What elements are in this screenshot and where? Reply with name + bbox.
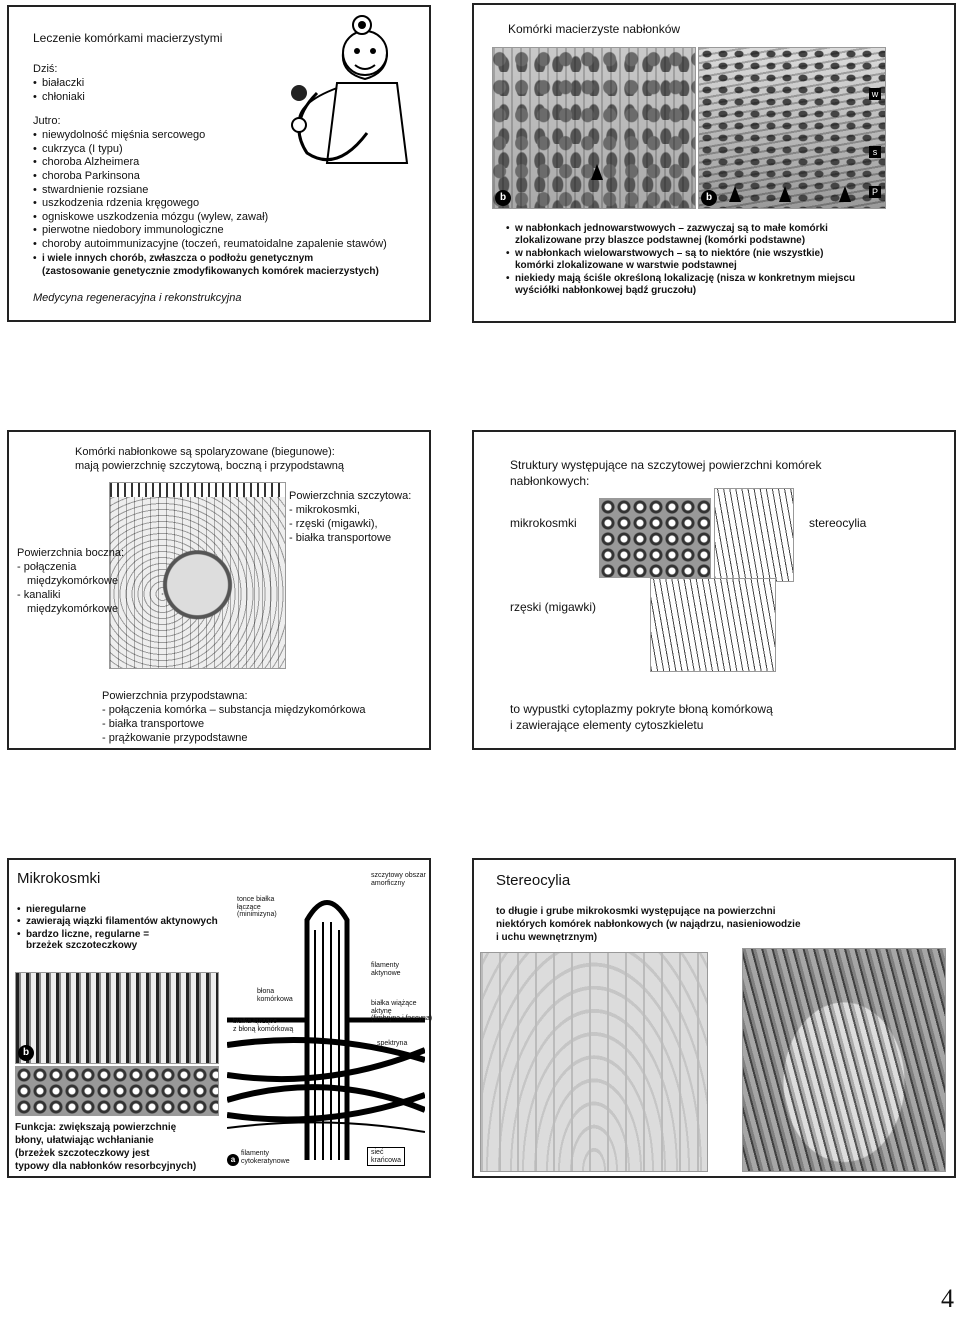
list-item: • i wiele innych chorób, zwłaszcza o podłożu genetycznym: [33, 253, 313, 265]
label-rzeski: rzęski (migawki): [510, 600, 597, 614]
slide2-bullets: [506, 223, 855, 297]
page-number: 4: [941, 1284, 954, 1313]
diagram-label: białka łączące z błoną komórkową: [233, 1018, 294, 1033]
apical-microvilli: [110, 483, 285, 497]
slide6-title: Stereocylia: [496, 872, 571, 889]
slide3-heading-2: mają powierzchnię szczytową, boczną i przypodstawną: [75, 460, 345, 472]
arrow-icon: [729, 186, 741, 202]
list-item: • stwardnienie rozsiane: [33, 184, 387, 198]
microvilli-micrograph: [599, 498, 711, 578]
label-p: P: [869, 186, 881, 198]
diagram-label: spektryna: [377, 1040, 408, 1047]
jutro-label: Jutro:: [33, 115, 61, 127]
microvilli-em-cross-section: [15, 1066, 219, 1116]
cilia-diagram: [650, 578, 776, 672]
epithelial-cell-diagram: [109, 482, 286, 669]
side-surface-title: Powierzchnia boczna:: [17, 547, 125, 559]
side-surface-item: - kanaliki: [17, 589, 61, 601]
microvilli-em-longitudinal: [15, 972, 219, 1064]
list-item: • niekiedy mają ściśle określoną lokalizację (nisza w konkretnym miejscu wyściółki nabłonkowej bądź gruczołu): [506, 273, 855, 298]
micrograph-stratified-epithelium: [698, 47, 886, 209]
slide6-text: niektórych komórek nabłonkowych (w najądrzu, nasieniowodzie: [496, 919, 801, 930]
list-item: • w nabłonkach jednowarstwowych – zazwyczaj są to małe komórki zlokalizowane przy blaszce podstawnej (komórki podstawne): [506, 223, 855, 248]
micrograph-simple-epithelium: [492, 47, 696, 209]
slide-microvilli: [7, 858, 431, 1178]
list-item: • ogniskowe uszkodzenia mózgu (wylew, zawał): [33, 211, 387, 225]
extra-line-2: (zastosowanie genetycznie zmodyfikowanych komórek macierzystych): [42, 266, 379, 277]
slide3-heading-1: Komórki nabłonkowe są spolaryzowane (biegunowe):: [75, 446, 335, 458]
base-surface-title: Powierzchnia przypodstawna:: [102, 690, 248, 702]
slide-cell-polarity: [7, 430, 431, 750]
top-surface-item: - białka transportowe: [289, 532, 392, 544]
list-item: • choroba Parkinsona: [33, 170, 387, 184]
list-item: • cukrzyca (I typu): [33, 143, 387, 157]
label-s: s: [869, 146, 881, 158]
label-b: b: [495, 190, 511, 206]
list-item: • choroba Alzheimera: [33, 156, 387, 170]
arrow-icon: [591, 164, 603, 180]
diagram-label: błona komórkowa: [257, 988, 293, 1003]
top-surface-title: Powierzchnia szczytowa:: [289, 490, 412, 502]
slide5-title: Mikrokosmki: [17, 870, 101, 887]
side-surface-item: międzykomórkowe: [27, 575, 119, 587]
side-surface-item: międzykomórkowe: [27, 603, 119, 615]
slide1-footer: Medycyna regeneracyjna i rekonstrukcyjna: [33, 292, 242, 304]
label-stereocylia: stereocylia: [809, 516, 867, 530]
arrow-icon: [839, 186, 851, 202]
label-w: w: [869, 88, 881, 100]
list-item: • bardzo liczne, regularne =: [17, 929, 218, 941]
list-item: • chłoniaki: [33, 91, 85, 105]
top-surface-item: - rzęski (migawki),: [289, 518, 378, 530]
list-item: • białaczki: [33, 77, 85, 91]
microvilli-diagram: [714, 488, 794, 582]
list-item: • nieregularne: [17, 904, 218, 916]
label-a: a: [227, 1154, 239, 1166]
diagram-label: sieć krańcowa: [367, 1147, 405, 1166]
diagram-label: filamenty aktynowe: [371, 962, 401, 977]
slide4-title-2: nabłonkowych:: [510, 474, 590, 488]
top-surface-item: - mikrokosmki,: [289, 504, 360, 516]
dzis-list: [33, 77, 85, 104]
base-surface-item: - połączenia komórka – substancja międzykomórkowa: [102, 704, 366, 716]
slide2-title: Komórki macierzyste nabłonków: [508, 22, 681, 36]
slide1-title: Leczenie komórkami macierzystymi: [33, 31, 223, 45]
slide4-footer-2: i zawierające elementy cytoszkieletu: [510, 718, 704, 732]
slide4-footer-1: to wypustki cytoplazmy pokryte błoną komórkową: [510, 702, 773, 716]
diagram-label: tonce białka łączące (minimizyna): [237, 896, 277, 919]
list-item: • choroby autoimmunizacyjne (toczeń, reumatoidalne zapalenie stawów): [33, 238, 387, 252]
stereocilia-light-micrograph: [480, 952, 708, 1172]
slide6-text: i uchu wewnętrznym): [496, 932, 598, 943]
base-surface-item: - prążkowanie przypodstawne: [102, 732, 248, 744]
list-item: • zawierają wiązki filamentów aktynowych: [17, 916, 218, 928]
slide5-bullet-continuation: brzeżek szczoteczkowy: [26, 940, 138, 951]
list-item: • w nabłonkach wielowarstwowych – są to niektóre (nie wszystkie) komórki zlokalizowane w warstwie podstawnej: [506, 248, 855, 273]
jutro-list: [33, 129, 387, 252]
diagram-label: szczytowy obszar amorficzny: [371, 872, 426, 887]
slide-stem-cell-therapy: [7, 5, 431, 322]
side-surface-item: - połączenia: [17, 561, 77, 573]
label-mikrokosmki: mikrokosmki: [510, 516, 577, 530]
extra-list: [33, 253, 313, 265]
slide5-bullets: [17, 904, 218, 941]
slide5-caption: (brzeżek szczoteczkowy jest: [15, 1148, 150, 1159]
slide5-caption: Funkcja: zwiększają powierzchnię: [15, 1122, 177, 1133]
slide6-text: to długie i grube mikrokosmki występujące na powierzchni: [496, 906, 776, 917]
slide4-title-1: Struktury występujące na szczytowej powierzchni komórek: [510, 458, 822, 472]
arrow-icon: [779, 186, 791, 202]
slide5-caption: błony, ułatwiając wchłanianie: [15, 1135, 154, 1146]
slide-epithelial-stem-cells: [472, 3, 956, 323]
list-item: • uszkodzenia rdzenia kręgowego: [33, 197, 387, 211]
slide-apical-structures: [472, 430, 956, 750]
label-b: b: [701, 190, 717, 206]
base-surface-item: - białka transportowe: [102, 718, 205, 730]
dzis-label: Dziś:: [33, 63, 58, 75]
list-item: • niewydolność mięśnia sercowego: [33, 129, 387, 143]
slide-stereocilia: [472, 858, 956, 1178]
slide5-caption: typowy dla nabłonków resorbcyjnych): [15, 1161, 197, 1172]
stereocilia-sem-image: [742, 948, 946, 1172]
diagram-label: filamenty cytokeratynowe: [241, 1150, 290, 1165]
diagram-label: białka wiążące aktynę (fimbryna i fascyna): [371, 1000, 433, 1023]
label-b: b: [18, 1045, 34, 1061]
list-item: • pierwotne niedobory immunologiczne: [33, 224, 387, 238]
